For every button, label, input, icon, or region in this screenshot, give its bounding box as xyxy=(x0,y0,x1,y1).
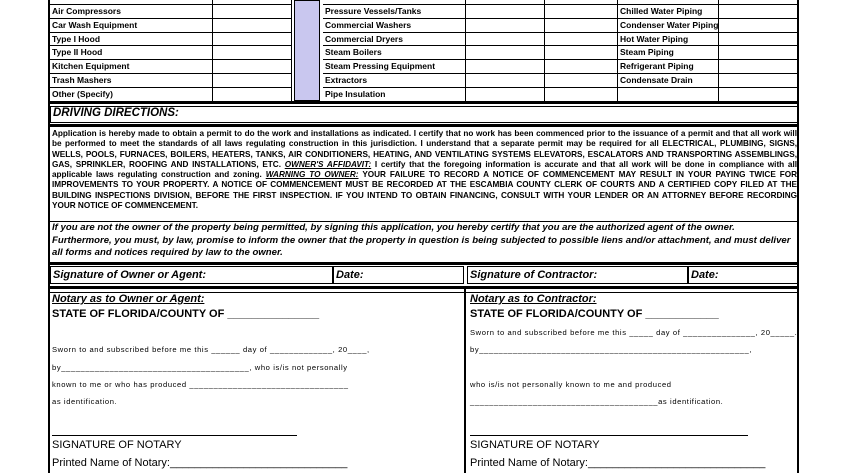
notary-contractor-signature: SIGNATURE OF NOTARY xyxy=(470,439,600,451)
notary-owner-by: by_______________________________________, who is/is not personally xyxy=(52,363,348,372)
application-paragraph: Application is hereby made to obtain a permit to do the work and installations as indicated. I certify that no work has been commenced prior to the issuance of a permit and that all work will be performed to meet the standards of all laws regulating construction in this jurisdiction. I understand that a separate permit may be required for all ELECTRICAL, PLUMBING, SIGNS, WELLS, POOLS, FURNACES, BOILERS, HEATERS, TANKS, AIR CONDITIONERS, HEATING, AND VENTILATING SYSTEMS ELEVATORS, ESCALATORS AND TRANSPORTING ASSEMBLINGS, GAS, SPRINKLER, ROOFING AND INSTALLATIONS, ETC. OWNER'S AFFIDAVIT: I certify that the foregoing information is accurate and that all work will be done in compliance with all applicable laws regulating construction and zoning. WARNING TO OWNER: YOUR FAILURE TO RECORD A NOTICE OF COMMENCEMENT MAY RESULT IN YOUR PAYING TWICE FOR IMPROVEMENTS TO YOUR PROPERTY. A NOTICE OF COMMENCEMENT MUST BE RECORDED AT THE ESCAMBIA COUNTY CLERK OF COURTS AND A CERTIFIED COPY FILED AT THE BUILDING INSPECTIONS DIVISION, BEFORE THE FIRST INSPECTION. IF YOU INTEND TO OBTAIN FINANCING, CONSULT WITH YOUR LENDER OR AN ATTORNEY BEFORE RECORDING YOUR NOTICE OF COMMENCEMENT. xyxy=(52,129,798,211)
equip3-row-6: Condensate Drain xyxy=(618,74,798,88)
equip-row-1: Air Compressors xyxy=(50,5,292,19)
equip3-row-3: Hot Water Piping xyxy=(618,33,798,47)
driving-directions-label: DRIVING DIRECTIONS: xyxy=(53,107,179,119)
agent-paragraph: If you are not the owner of the property being permitted, by signing this application, you hereby certify that you are the authorized agent of the owner. Furthermore, you must, by law, promise to inform the owner that the property in question is being subjected to possible liens and/or attachment, and must deliver all forms and notices required by law to the owner. xyxy=(52,222,791,258)
notary-contractor-known: who is/is not personally known to me and produced xyxy=(470,380,672,389)
notary-contractor-state: STATE OF FLORIDA/COUNTY OF ____________ xyxy=(470,308,719,320)
equip2-row-7: Pipe Insulation xyxy=(323,88,617,102)
equip2-row-5: Steam Pressing Equipment xyxy=(323,60,617,74)
owner-date-label: Date: xyxy=(336,269,364,281)
notary-contractor-ident: _______________________________________as identification. xyxy=(470,397,724,406)
equip3-row-5: Refrigerant Piping xyxy=(618,60,798,74)
notary-contractor-heading: Notary as to Contractor: xyxy=(470,293,597,305)
equip2-row-4: Steam Boilers xyxy=(323,46,617,60)
equip2-row-6: Extractors xyxy=(323,74,617,88)
contractor-signature-label: Signature of Contractor: xyxy=(470,269,598,281)
notary-contractor-by: by________________________________________________________, xyxy=(470,345,753,354)
notary-owner-state: STATE OF FLORIDA/COUNTY OF _______________ xyxy=(52,308,320,320)
notary-owner-printed-name: Printed Name of Notary:_____________________________ xyxy=(52,457,348,469)
notary-owner-known: known to me or who has produced _________________________________ xyxy=(52,380,349,389)
warning-label: WARNING TO OWNER: xyxy=(265,170,359,180)
equip-row-4: Type II Hood xyxy=(50,46,292,60)
notary-contractor-sworn: Sworn to and subscribed before me this _____ day of _______________, 20_____. xyxy=(470,328,798,337)
equip2-row-3: Commercial Dryers xyxy=(323,33,617,47)
equip2-row-1: Pressure Vessels/Tanks xyxy=(323,5,617,19)
equip2-row-2: Commercial Washers xyxy=(323,19,617,33)
contractor-date-label: Date: xyxy=(691,269,719,281)
affidavit-label: OWNER'S AFFIDAVIT: xyxy=(284,159,372,169)
notary-owner-heading: Notary as to Owner or Agent: xyxy=(52,293,205,305)
notary-owner-signature: SIGNATURE OF NOTARY xyxy=(52,439,182,451)
equip-row-3: Type I Hood xyxy=(50,33,292,47)
equip-row-5: Kitchen Equipment xyxy=(50,60,292,74)
equip3-row-2: Condenser Water Piping xyxy=(618,19,798,33)
equip-row-6: Trash Mashers xyxy=(50,74,292,88)
equip3-row-1: Chilled Water Piping xyxy=(618,5,798,19)
notary-contractor-printed-name: Printed Name of Notary:_____________________________ xyxy=(470,457,766,469)
equip-row-7: Other (Specify) xyxy=(50,88,292,102)
owner-signature-label: Signature of Owner or Agent: xyxy=(53,269,206,281)
equip3-row-4: Steam Piping xyxy=(618,46,798,60)
notary-owner-ident: as identification. xyxy=(52,397,118,406)
shaded-column xyxy=(294,0,320,101)
equip-row-2: Car Wash Equipment xyxy=(50,19,292,33)
notary-owner-sworn: Sworn to and subscribed before me this ______ day of _____________, 20____, xyxy=(52,345,370,354)
